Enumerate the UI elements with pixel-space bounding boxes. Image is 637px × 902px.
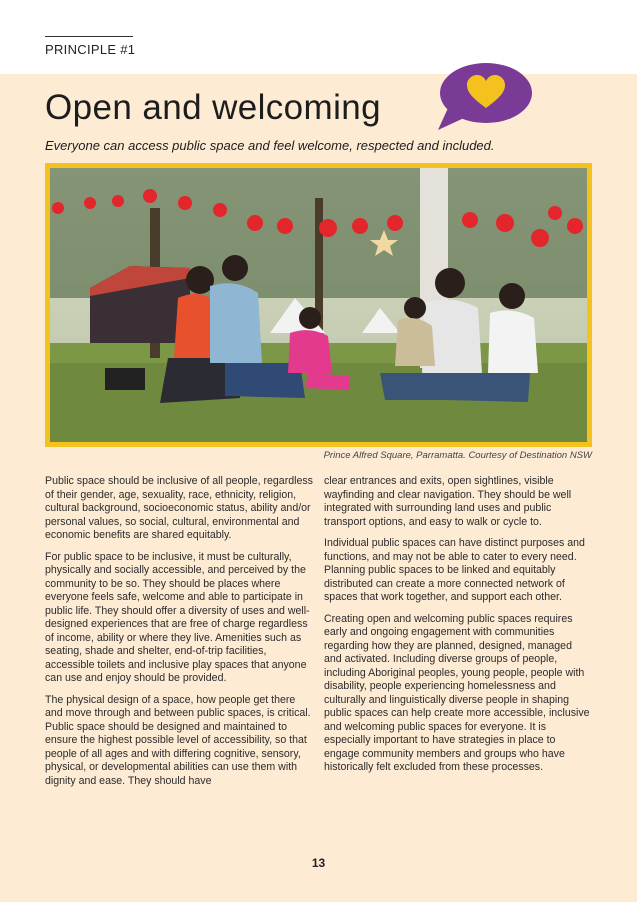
principle-label: PRINCIPLE #1: [45, 42, 136, 57]
left-paragraph-2: For public space to be inclusive, it must be culturally, physically and socially accessible, and perceived by the community to be so. They should be places where everyone feels safe, welcome and able to participate in public life. They should offer a diversity of uses and well-designed experiences that are free of charge regardless of income, ability or where they live. Amenities such as seating, shade and shelter, end-of-trip facilities, accessible toilets and inclusive play spaces that anyone can use and enjoy should be provided.: [45, 550, 310, 684]
photo-caption: Prince Alfred Square, Parramatta. Courtesy of Destination NSW: [323, 450, 592, 461]
page-title: Open and welcoming: [45, 88, 382, 127]
right-paragraph-2: Individual public spaces can have distinct purposes and functions, and may not be able to cater to every need. Planning public spaces to be linked and equitably distributed can create a more connected network of spaces that work together, and support each other.: [324, 537, 585, 603]
right-column: [324, 475, 592, 783]
park-photo: [50, 168, 587, 442]
photo-frame: [45, 163, 592, 447]
principle-rule: [45, 36, 133, 37]
right-paragraph-3: Creating open and welcoming public spaces requires early and ongoing engagement with communities regarding how they are planned, designed, managed and activated. Including diverse groups of people, including Aboriginal peoples, young people, people with disability, people experiencing homelessness and culturally and linguistically diverse people in shaping public spaces can help create more accessible, inclusive and welcoming public spaces for everyone. It is especially important to have strategies in place to engage community members and groups who have historically felt excluded from these processes.: [324, 612, 590, 773]
page-number: 13: [311, 856, 326, 870]
left-paragraph-1: Public space should be inclusive of all people, regardless of their gender, age, sexuality, race, ethnicity, religion, cultural background, socioeconomic status, ability and/or personal values, so social, cultural, environmental and economic benefits are shared equitably.: [45, 475, 313, 541]
left-paragraph-3: The physical design of a space, how people get there and move through and between public spaces, is critical. Public space should be designed and maintained to ensure the highest possible level of accessibility, so that people of all ages and with differing cognitive, sensory, physical, or developmental abilities can use them with dignity and ease. They should have: [45, 693, 311, 787]
right-paragraph-1: clear entrances and exits, open sightlines, visible wayfinding and clear navigation. They should be well integrated with surrounding land uses and public transport options, and easy to walk or cycle to.: [324, 475, 572, 528]
top-band: [0, 0, 637, 74]
heart-speech-bubble-icon: [434, 60, 534, 132]
left-column: [45, 475, 313, 796]
page-subtitle: Everyone can access public space and feel welcome, respected and included.: [45, 138, 495, 153]
